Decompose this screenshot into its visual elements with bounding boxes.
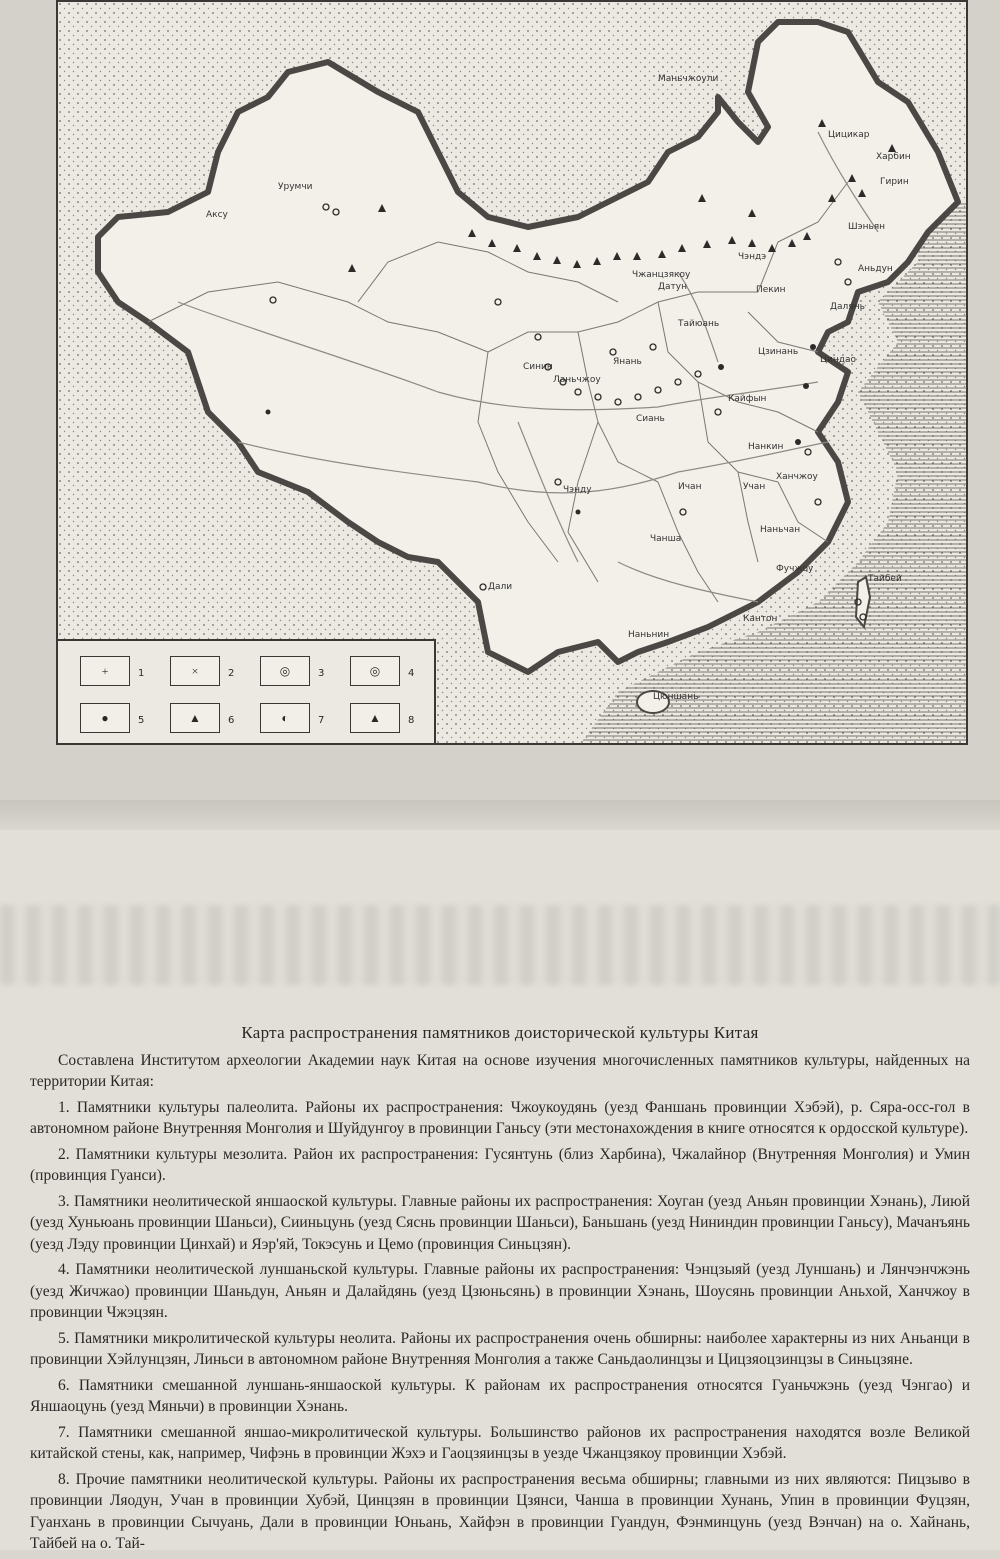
city-label: Аньдун [858,264,893,274]
legend-symbol: × [191,664,199,678]
city-label: Цюншань [653,692,699,702]
legend-number: 2 [228,668,235,679]
legend-number: 1 [138,668,145,679]
legend-item [260,703,340,739]
legend-item [350,703,430,739]
legend-number: 6 [228,715,235,726]
city-label: Кайфын [728,394,767,404]
legend-symbol: ▲ [189,711,201,725]
city-label: Ичан [678,482,702,492]
city-label: Ханчжоу [776,472,818,482]
city-label: Харбин [876,152,911,162]
caption-title: Карта распространения памятников доисторической культуры Китая [241,1023,759,1042]
legend-number: 5 [138,715,145,726]
city-label: Наньчан [760,525,801,535]
city-label: Наньнин [628,630,670,640]
legend-symbol: ◎ [279,664,291,678]
caption-paragraph: 1. Памятники культуры палеолита. Районы их распространения: Чжоукоудянь (уезд Фаншань провинции Хэбэй), р. Сяра-осс-гол в автономном районе Внутренняя Монголия и Шуйдунгоу в провинции Ганьсу (эти местонахождения в книге относятся к ордосской культуре). [30,1098,970,1137]
city-label: Сиань [636,414,665,424]
legend-item [170,656,250,692]
map-drawing [58,2,968,745]
caption-paragraph: 6. Памятники смешанной луншань-яншаоской культуры. К районам их распространения относятся Гуаньчжэнь (уезд Чэнгао) и Яншаоцунь (уезд Мяньчи) в провинции Хэнань. [30,1376,970,1415]
legend-number: 4 [408,668,415,679]
city-label: Датун [658,282,687,292]
city-label: Синин [523,362,553,372]
legend-symbol-box [170,703,220,733]
legend-symbol: + [101,664,109,678]
city-label: Циндао [820,355,856,365]
city-label: Шэньян [848,222,886,232]
city-label: Далянь [830,302,865,312]
legend-item [80,703,160,739]
legend-symbol-box [80,703,130,733]
city-label: Кантон [743,614,778,624]
city-label: Учан [743,482,766,492]
legend-symbol: ▲ [369,711,381,725]
city-label: Урумчи [278,182,313,192]
legend-symbol: ◐ [281,711,289,725]
city-label: Янань [613,357,642,367]
city-label: Аксу [206,210,228,220]
city-label: Фучжоу [776,564,814,574]
city-label: Пекин [756,285,786,295]
legend-number: 3 [318,668,325,679]
caption-paragraph: 5. Памятники микролитической культуры неолита. Районы их распространения очень обширны: наиболее характерны из них Аньанци в провинции Хэйлунцзян, Линьси в автономном районе Внутренняя Монголия а также Саньдаолинцзы и Цицзяоцзинцзы в Синьцзяне. [30,1329,970,1368]
caption-paragraph: 7. Памятники смешанной яншао-микролитической культуры. Большинство районов их распространения находятся возле Великой китайской стены, как, например, Чифэнь в провинции Жэхэ и Гаоцзяинцзы в уезде Чжанцзякоу провинции Хэбэй. [30,1423,970,1462]
city-label: Чэнду [563,485,592,495]
legend-item [170,703,250,739]
city-label: Тайюань [678,319,720,329]
city-label: Чэндэ [738,252,767,262]
city-label: Дали [488,582,513,592]
legend-item [260,656,340,692]
legend-number: 7 [318,715,325,726]
legend-number: 8 [408,715,415,726]
china-map [56,0,968,745]
caption-paragraph: 4. Памятники неолитической луншаньской культуры. Главные районы их распространения: Чэнцзыяй (уезд Луншань) и Лянчэнчжэнь (уезд Жичжао) провинции Шаньдун, Аньян и Далайдянь (уезд Цзюньсянь) в провинции Хэнань, Шоусянь провинции Аньхой, Ханчжоу в провинции Чжэцзян. [30,1261,970,1321]
legend-symbol-box [260,703,310,733]
legend-symbol-box [260,656,310,686]
city-label: Чжанцзякоу [632,270,691,280]
city-label: Гирин [880,177,909,187]
legend-symbol-box [350,656,400,686]
legend-symbol-box [170,656,220,686]
city-label: Чанша [650,534,682,544]
legend-symbol: ◎ [369,664,381,678]
legend-symbol-box [80,656,130,686]
caption-paragraph: 3. Памятники неолитической яншаоской культуры. Главные районы их распространения: Хоуган (уезд Аньян провинции Хэнань), Лиюй (уезд Хуньюань провинции Шаньси), Сииньцунь (уезд Сяснь провинции Шаньси), Баньшань (уезд Нининдин провинции Ганьсу), Мачанъянь (уезд Лэду провинции Цинхай) и Яэр'яй, Токэсунь и Цемо (провинция Синьцзян). [30,1192,970,1253]
caption-paragraph: 2. Памятники культуры мезолита. Район их распространения: Гусянтунь (близ Харбина), Чжалайнор (Внутренняя Монголия) и Умин (провинция Гуанси). [30,1145,970,1184]
map-caption [30,1022,970,1559]
city-label: Нанкин [748,442,784,452]
city-label: Тайбей [868,574,902,584]
city-label: Цзинань [758,347,799,357]
city-label: Ланьчжоу [553,375,601,385]
city-label: Маньчжоули [658,74,719,84]
legend-symbol: ● [101,711,109,725]
legend-item [80,656,160,692]
map-legend [58,639,436,745]
caption-paragraph: Составлена Институтом археологии Академии наук Китая на основе изучения многочисленных памятников культуры, найденных на территории Китая: [30,1051,970,1090]
legend-item [350,656,430,692]
caption-paragraph: 8. Прочие памятники неолитической культуры. Районы их распространения весьма обширны; главными из них являются: Пицзыво в провинции Ляодун, Учан в провинции Хубэй, Цинцзян в провинции Цзянси, Чанша в провинции Хунань, Упин в провинции Фуцзян, Гуанхань в провинции Сычуань, Дали в провинции Юньань, Хайфэн в провинции Гуандун, Фэнминцунь (уезд Вэнчан) на о. Хайнань, Тайбей на о. Тай- [30,1470,970,1552]
legend-symbol-box [350,703,400,733]
bleed-through-text [0,905,1000,985]
city-label: Цицикар [828,130,870,140]
